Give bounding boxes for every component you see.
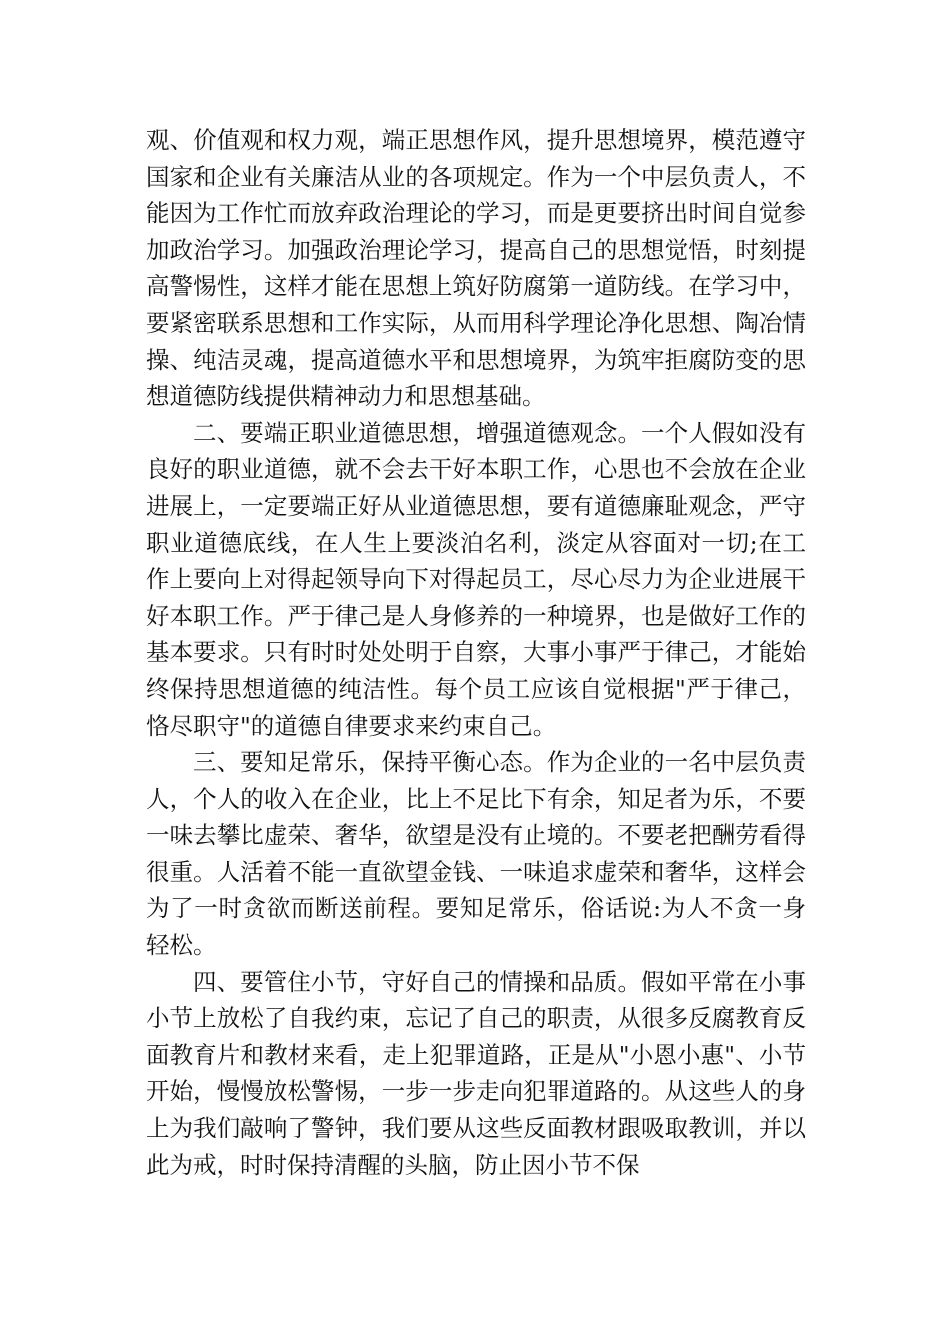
paragraph-continuation: 观、价值观和权力观，端正思想作风，提升思想境界，模范遵守国家和企业有关廉洁从业的各项规定。作为一个中层负责人，不能因为工作忙而放弃政治理论的学习，而是更要挤出时间自觉参加政治学习。加强政治理论学习，提高自己的思想觉悟，时刻提高警惕性，这样才能在思想上筑好防腐第一道防线。在学习中，要紧密联系思想和工作实际，从而用科学理论净化思想、陶冶情操、纯洁灵魂，提高道德水平和思想境界，为筑牢拒腐防变的思想道德防线提供精神动力和思想基础。: [146, 126, 806, 411]
paragraph-section-three: 三、要知足常乐，保持平衡心态。作为企业的一名中层负责人，个人的收入在企业，比上不足比下有余，知足者为乐，不要一味去攀比虚荣、奢华，欲望是没有止境的。不要老把酬劳看得很重。人活着不能一直欲望金钱、一味追求虚荣和奢华，这样会为了一时贪欲而断送前程。要知足常乐，俗话说:为人不贪一身轻松。: [146, 748, 806, 960]
paragraph-section-four: 四、要管住小节，守好自己的情操和品质。假如平常在小事小节上放松了自我约束，忘记了自己的职责，从很多反腐教育反面教育片和教材来看，走上犯罪道路，正是从"小恩小惠"、小节开始，慢慢放松警惕，一步一步走向犯罪道路的。从这些人的身上为我们敲响了警钟，我们要从这些反面教材跟吸取教训，并以此为戒，时时保持清醒的头脑，防止因小节不保: [146, 967, 806, 1179]
paragraph-section-two: 二、要端正职业道德思想，增强道德观念。一个人假如没有良好的职业道德，就不会去干好本职工作，心思也不会放在企业进展上，一定要端正好从业道德思想，要有道德廉耻观念，严守职业道德底线，在人生上要淡泊名利，淡定从容面对一切;在工作上要向上对得起领导向下对得起员工，尽心尽力为企业进展干好本职工作。严于律己是人身修养的一种境界，也是做好工作的基本要求。只有时时处处明于自察，大事小事严于律己，才能始终保持思想道德的纯洁性。每个员工应该自觉根据"严于律己，恪尽职守"的道德自律要求来约束自己。: [146, 418, 806, 740]
document-body: [146, 122, 806, 1183]
